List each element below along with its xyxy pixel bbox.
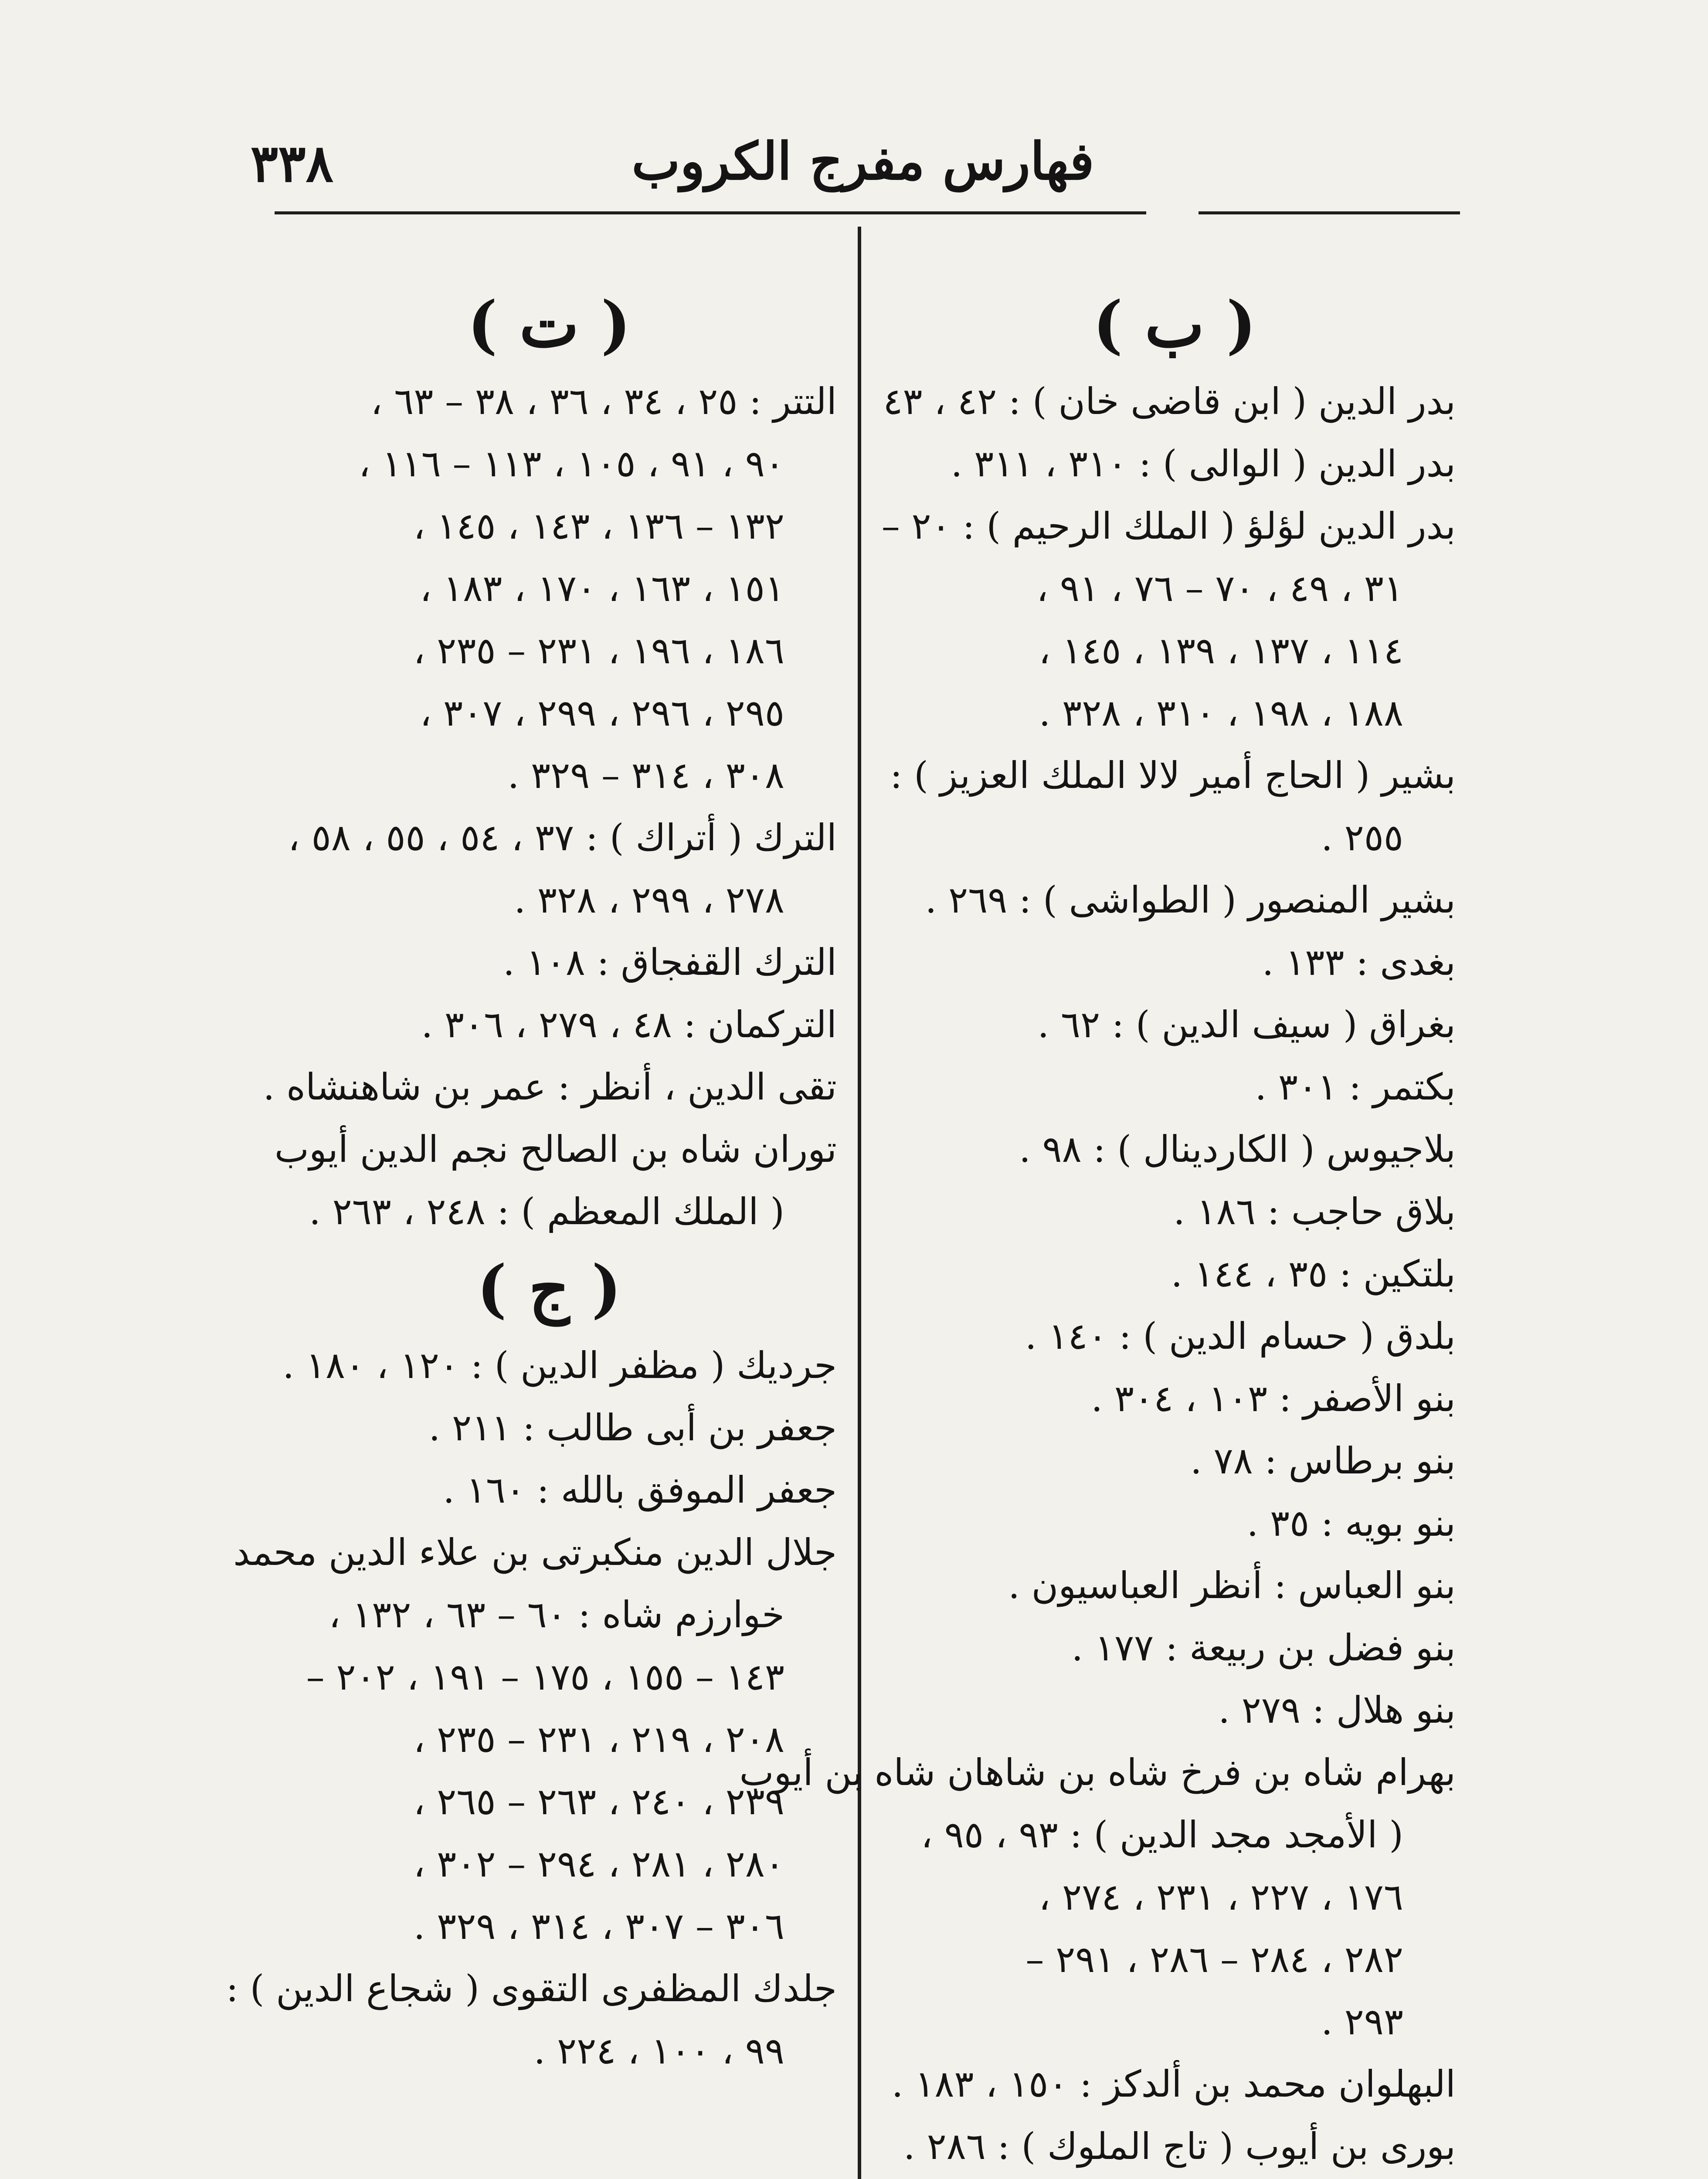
index-entry: التركمان : ٤٨ ، ٢٧٩ ، ٣٠٦ .: [421, 1003, 837, 1046]
index-entry: بلاق حاجب : ١٨٦ .: [1173, 1190, 1456, 1233]
index-entry: بغراق ( سيف الدين ) : ٦٢ .: [1037, 1003, 1456, 1046]
index-entry: بنو العباس : أنظر العباسيون .: [1008, 1564, 1456, 1607]
index-entry-continuation: ( الملك المعظم ) : ٢٤٨ ، ٢٦٣ .: [309, 1190, 784, 1233]
index-entry: بورى بن أيوب ( تاج الملوك ) : ٢٨٦ .: [903, 2125, 1456, 2168]
index-entry: بنو الأصفر : ١٠٣ ، ٣٠٤ .: [1091, 1377, 1456, 1420]
left-column: [226, 279, 837, 2082]
index-entry: جلال الدين منكبرتى بن علاء الدين محمد: [233, 1531, 837, 1574]
index-entry-continuation: ١٥١ ، ١٦٣ ، ١٧٠ ، ١٨٣ ،: [420, 567, 784, 610]
index-entry: بكتمر : ٣٠١ .: [1255, 1066, 1456, 1108]
index-entry: بلتكين : ٣٥ ، ١٤٤ .: [1171, 1252, 1456, 1295]
index-entry-continuation: ( الأمجد مجد الدين ) : ٩٣ ، ٩٥ ،: [920, 1813, 1403, 1856]
section-letter-ta: ( ت ): [467, 288, 631, 362]
ta-entries: [261, 370, 837, 1243]
index-entry-continuation: خوارزم شاه : ٦٠ – ٦٣ ، ١٣٢ ،: [329, 1593, 784, 1636]
running-title: فهارس مفرج الكروب: [632, 131, 1094, 191]
index-entry: بلاجيوس ( الكاردينال ) : ٩٨ .: [1019, 1128, 1456, 1171]
index-entry: الترك القفجاق : ١٠٨ .: [503, 941, 837, 984]
index-entry-continuation: ٢٩٣ .: [1321, 2000, 1403, 2043]
index-entry: بنو هلال : ٢٧٩ .: [1218, 1689, 1456, 1731]
index-entry-continuation: ٢٨٢ ، ٢٨٤ – ٢٨٦ ، ٢٩١ –: [1025, 1938, 1403, 1981]
index-entry: بغدى : ١٣٣ .: [1262, 941, 1456, 984]
index-entry: بدر الدين ( الوالى ) : ٣١٠ ، ٣١١ .: [951, 442, 1456, 485]
index-entry: بدر الدين لؤلؤ ( الملك الرحيم ) : ٢٠ –: [881, 505, 1456, 547]
section-letter-ba: ( ب ): [1093, 288, 1256, 362]
index-entry-continuation: ٢٠٨ ، ٢١٩ ، ٢٣١ – ٢٣٥ ،: [413, 1718, 784, 1761]
index-entry-continuation: ٢٥٥ .: [1321, 816, 1403, 859]
index-entry: بلدق ( حسام الدين ) : ١٤٠ .: [1025, 1315, 1456, 1358]
header-rule-left: [275, 211, 1146, 214]
column-divider: [858, 227, 861, 2179]
index-entry: جلدك المظفرى التقوى ( شجاع الدين ) :: [226, 1967, 837, 2010]
jim-entries: [226, 1334, 837, 2082]
index-entry: التتر : ٢٥ ، ٣٤ ، ٣٦ ، ٣٨ – ٦٣ ،: [370, 380, 837, 423]
index-entry-continuation: ١٨٨ ، ١٩٨ ، ٣١٠ ، ٣٢٨ .: [1039, 692, 1403, 734]
index-entry: جرديك ( مظفر الدين ) : ١٢٠ ، ١٨٠ .: [282, 1344, 837, 1387]
index-entry-continuation: ١٤٣ – ١٥٥ ، ١٧٥ – ١٩١ ، ٢٠٢ –: [306, 1656, 784, 1698]
index-entry: تقى الدين ، أنظر : عمر بن شاهنشاه .: [263, 1066, 837, 1108]
index-entry: جعفر الموفق بالله : ١٦٠ .: [443, 1469, 837, 1511]
header-rule-right: [1199, 211, 1460, 214]
index-entry-continuation: ٢٣٩ ، ٢٤٠ ، ٢٦٣ – ٢٦٥ ،: [413, 1780, 784, 1823]
index-entry: بدر الدين ( ابن قاضى خان ) : ٤٢ ، ٤٣: [883, 380, 1456, 423]
index-entry: بنو برطاس : ٧٨ .: [1190, 1439, 1456, 1482]
index-entry: توران شاه بن الصالح نجم الدين أيوب: [274, 1128, 837, 1171]
section-letter-jim: ( ج ): [477, 1252, 621, 1326]
index-entry: الترك ( أتراك ) : ٣٧ ، ٥٤ ، ٥٥ ، ٥٨ ،: [288, 816, 837, 859]
index-entry-continuation: ٩٩ ، ١٠٠ ، ٢٢٤ .: [533, 2030, 784, 2072]
index-entry: بهرام شاه بن فرخ شاه بن شاهان شاه بن أيوب: [739, 1751, 1456, 1794]
index-entry-continuation: ١١٤ ، ١٣٧ ، ١٣٩ ، ١٤٥ ،: [1039, 629, 1403, 672]
index-entry-continuation: ٩٠ ، ٩١ ، ١٠٥ ، ١١٣ – ١١٦ ،: [358, 442, 784, 485]
index-entry: بشير ( الحاج أمير لالا الملك العزيز ) :: [890, 754, 1456, 797]
page-number: ٣٣٨: [250, 133, 334, 193]
index-entry: جعفر بن أبى طالب : ٢١١ .: [428, 1406, 837, 1449]
index-entry-continuation: ٣٠٦ – ٣٠٧ ، ٣١٤ ، ٣٢٩ .: [413, 1905, 784, 1948]
right-column: [739, 279, 1456, 2179]
index-entry: بنو فضل بن ربيعة : ١٧٧ .: [1071, 1626, 1456, 1669]
right-column-entries: [739, 370, 1456, 2179]
index-entry-continuation: ٣٠٨ ، ٣١٤ – ٣٢٩ .: [507, 754, 784, 797]
index-entry-continuation: ٢٩٥ ، ٢٩٦ ، ٢٩٩ ، ٣٠٧ ،: [420, 692, 784, 734]
index-entry: البهلوان محمد بن ألدكز : ١٥٠ ، ١٨٣ .: [891, 2063, 1456, 2105]
index-entry-continuation: ١٨٦ ، ١٩٦ ، ٢٣١ – ٢٣٥ ،: [413, 629, 784, 672]
index-entry-continuation: ٣١ ، ٤٩ ، ٧٠ – ٧٦ ، ٩١ ،: [1036, 567, 1403, 610]
index-entry-continuation: ١٧٦ ، ٢٢٧ ، ٢٣١ ، ٢٧٤ ،: [1039, 1876, 1403, 1918]
index-entry: بشير المنصور ( الطواشى ) : ٢٦٩ .: [925, 879, 1456, 921]
index-entry: بنو بويه : ٣٥ .: [1246, 1502, 1456, 1544]
index-entry-continuation: ٢٧٨ ، ٢٩٩ ، ٣٢٨ .: [514, 879, 784, 921]
index-entry-continuation: ١٣٢ – ١٣٦ ، ١٤٣ ، ١٤٥ ،: [413, 505, 784, 547]
index-entry-continuation: ٢٨٠ ، ٢٨١ ، ٢٩٤ – ٣٠٢ ،: [413, 1843, 784, 1885]
